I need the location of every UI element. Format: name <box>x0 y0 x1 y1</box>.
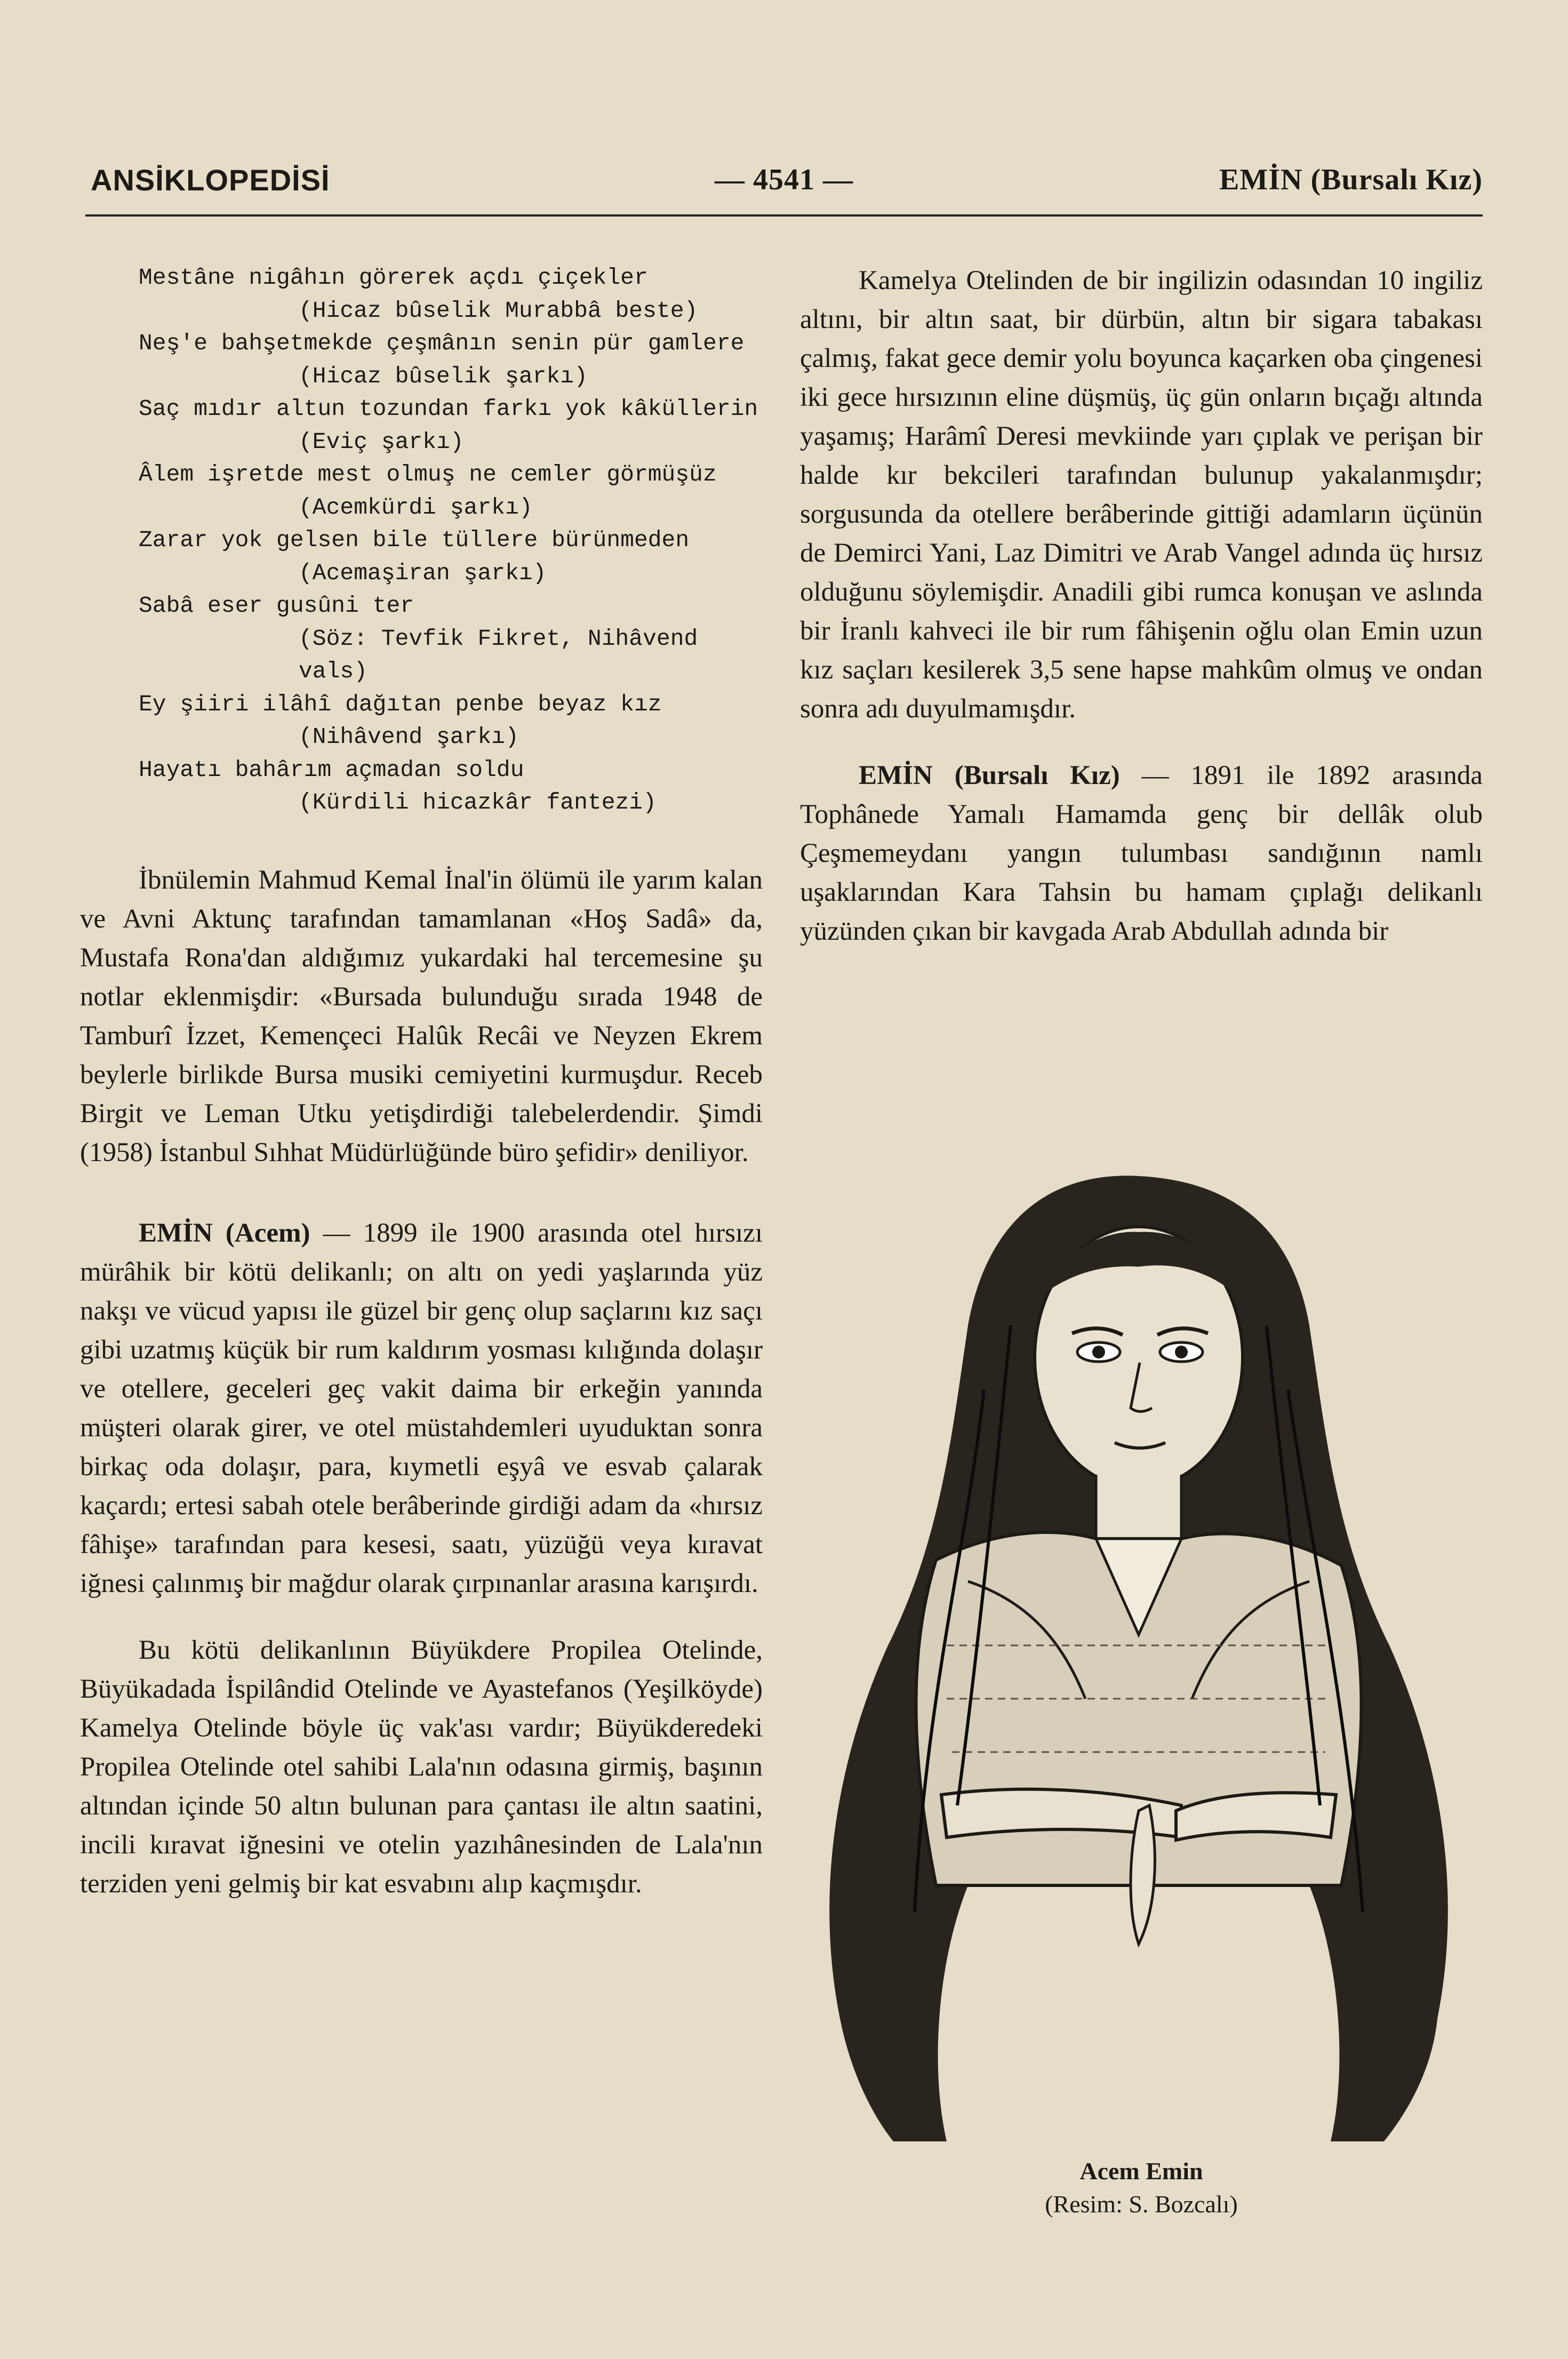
spacer <box>80 1603 763 1631</box>
entry-text: — 1891 ile 1892 arasında Tophânede Yamalı Hamamda genç bir dellâk olub Çeşmemeydanı yangın tulumbası sandığının namlı uşaklarından Kara Tahsin bu hamam çıplağı delikanlı yüzünden çıkan bir kavgada Arab Abdullah adında bir <box>800 761 1483 946</box>
song-verse: Sabâ eser gusûni ter <box>139 593 414 619</box>
left-column <box>80 261 763 1904</box>
song-verse: Neş'e bahşetmekde çeşmânın senin pür gamlere <box>139 330 745 356</box>
song-verse: Hayatı bahârım açmadan soldu <box>139 756 524 783</box>
figure-caption <box>875 2155 1408 2221</box>
song-source: (Söz: Tevfik Fikret, Nihâvend vals) <box>299 625 698 684</box>
song-item <box>139 589 763 688</box>
running-header-title: ANSİKLOPEDİSİ <box>91 163 330 197</box>
song-item <box>139 393 763 458</box>
song-source: (Nihâvend şarkı) <box>299 724 519 750</box>
song-item <box>139 458 763 524</box>
right-column <box>800 261 1483 951</box>
entry-emin-bursali <box>800 756 1483 951</box>
song-source: (Eviç şarkı) <box>299 428 464 455</box>
entry-emin-acem <box>80 1214 763 1603</box>
entry-heading: EMİN (Acem) <box>139 1218 310 1248</box>
paragraph-kamelya: Kamelya Otelinden de bir ingilizin odasından 10 ingiliz altını, bir altın saat, bir dürbün, altın bir sigara tabakası çalmış, fakat gece demir yolu boyunca kaçarken oba çingenesi iki gece hırsızının eline düşmüş, üç gün onların bıçağı altında yaşamış; Harâmî Deresi mevkiinde yarı çıplak ve perişan bir halde kır bekcileri tarafından bulunup yakalanmışdır; sorgusunda da otellere berâberinde gittiği adamların üçünün de Demirci Yani, Laz Dimitri ve Arab Vangel adında üç hırsız olduğunu söylemişdir. Anadili gibi rumca konuşan ve aslında bir İranlı kahveci ile bir rum fâhişenin oğlu olan Emin uzun kız saçları kesilerek 3,5 sene hapse mahkûm olmuş ve ondan sonra adı duyulmamışdır. <box>800 266 1483 724</box>
portrait-illustration-icon <box>808 1165 1469 2152</box>
song-verse: Zarar yok gelsen bile tüllere bürünmeden <box>139 527 690 553</box>
song-item <box>139 524 763 589</box>
song-item <box>139 688 763 754</box>
page-number: — 4541 — <box>715 163 853 196</box>
song-source: (Hicaz bûselik şarkı) <box>299 363 588 389</box>
song-verse: Ey şiiri ilâhî dağıtan penbe beyaz kız <box>139 691 662 717</box>
caption-title: Acem Emin <box>1079 2157 1203 2185</box>
song-source: (Acemaşiran şarkı) <box>299 559 547 586</box>
spacer <box>80 819 763 861</box>
spacer <box>800 729 1483 756</box>
song-item <box>139 327 763 393</box>
song-verse: Saç mıdır altun tozundan farkı yok kâküllerin <box>139 396 758 422</box>
song-list <box>80 261 763 819</box>
paragraph-hotels: Bu kötü delikanlının Büyükdere Propilea Otelinde, Büyükadada İspilândid Otelinde ve Ayastefanos (Yeşilköyde) Kamelya Otelinde böyle üç vak'ası vardır; Büyükderedeki Propilea Otelinde otel sahibi Lala'nın odasına girmiş, başının altından içinde 50 altın bulunan para çantası ile altın saatini, incili kıravat iğnesini ve otelin yazıhânesinden de Lala'nın terziden yeni gelmiş bir kat esvabını alıp kaçmışdır. <box>80 1635 763 1899</box>
song-verse: Mestâne nigâhın görerek açdı çiçekler <box>139 265 648 291</box>
song-item <box>139 261 763 327</box>
paragraph-hos-sada: İbnülemin Mahmud Kemal İnal'in ölümü ile yarım kalan ve Avni Aktunç tarafından tamamlanan «Hoş Sadâ» da, Mustafa Rona'dan aldığımız yukardaki hal tercemesine şu notlar eklenmişdir: «Bursada bulunduğu sırada 1948 de Tamburî İzzet, Kemençeci Halûk Recâi ve Neyzen Ekrem beylerle birlikde Bursa musiki cemiyetini kurmuşdur. Receb Birgit ve Leman Utku yetişdirdiği talebelerdendir. Şimdi (1958) İstanbul Sıhhat Müdürlüğünde büro şefidir» deniliyor. <box>80 865 763 1167</box>
running-header-entry: EMİN (Bursalı Kız) <box>1219 163 1483 196</box>
song-verse: Âlem işretde mest olmuş ne cemler görmüşüz <box>139 461 717 487</box>
song-item <box>139 754 763 819</box>
song-source: (Acemkürdi şarkı) <box>299 494 533 521</box>
entry-heading: EMİN (Bursalı Kız) <box>859 761 1120 790</box>
entry-text: — 1899 ile 1900 arasında otel hırsızı mürâhik bir kötü delikanlı; on altı on yedi yaşlarında yüz nakşı ve vücud yapısı ile güzel bir genç olup saçlarını kız saçı gibi uzatmış küçük bir rum kaldırım yosması kılığında dolaşır ve otellere, geceleri geç vakit daima bir erkeğin yanında müşteri olarak girer, ve otel müstahdemleri uyuduktan sonra birkaç oda dolaşır, para, kıymetli eşyâ ve esvab çalarak kaçardı; ertesi sabah otele berâberinde girdiği adam da «hırsız fâhişe» tarafından para kesesi, saatı, yüzüğü veya kıravat iğnesi çalınmış bir mağdur olarak çırpınanlar arasına karışırdı. <box>80 1218 763 1598</box>
spacer <box>80 1172 763 1214</box>
caption-credit: (Resim: S. Bozcalı) <box>1045 2190 1238 2218</box>
header-rule <box>85 214 1483 217</box>
song-source: (Kürdili hicazkâr fantezi) <box>299 789 657 815</box>
song-source: (Hicaz bûselik Murabbâ beste) <box>299 297 698 324</box>
